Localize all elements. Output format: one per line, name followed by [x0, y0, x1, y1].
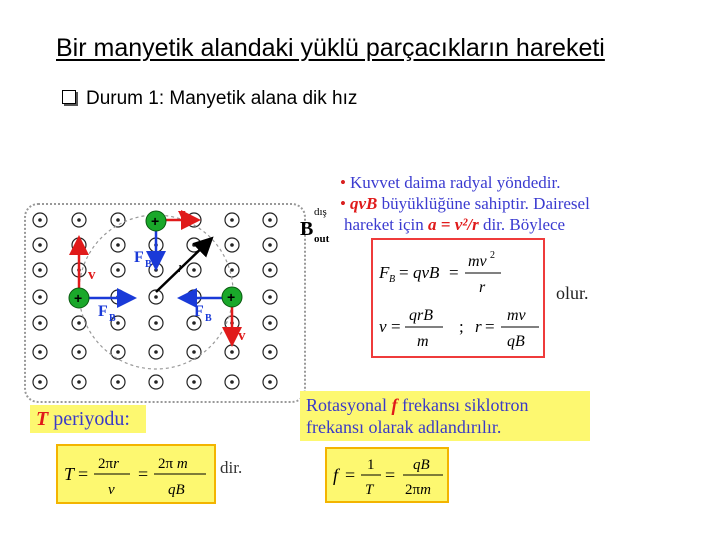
- notes-text: [340, 172, 700, 235]
- svg-text:2πr: 2πr: [98, 456, 119, 472]
- svg-text:qB: qB: [168, 482, 185, 498]
- field-dot-center: [38, 295, 42, 299]
- force-label-left: F: [98, 303, 108, 320]
- svg-text:=: =: [138, 464, 149, 484]
- field-dot-center: [192, 243, 196, 247]
- b-out-superscript: dış: [314, 206, 327, 218]
- frequency-equation: [327, 449, 447, 501]
- field-dot-center: [192, 321, 196, 325]
- field-dot-center: [38, 321, 42, 325]
- field-dot-center: [268, 350, 272, 354]
- field-dot-center: [77, 380, 81, 384]
- velocity-label-left: v: [88, 267, 96, 283]
- velocity-label-bottom: v: [238, 328, 246, 344]
- field-dot-center: [116, 243, 120, 247]
- field-dot-center: [77, 350, 81, 354]
- svg-text:2: 2: [490, 250, 495, 261]
- slide-title: Bir manyetik alandaki yüklü parçacıkların hareketi: [56, 34, 605, 62]
- svg-text:=: =: [345, 465, 356, 485]
- svg-text:m: m: [417, 333, 429, 350]
- field-dot-center: [268, 243, 272, 247]
- force-equations: [373, 240, 543, 356]
- svg-text:B: B: [389, 274, 396, 285]
- field-dot-center: [192, 268, 196, 272]
- charge-sign-top: +: [151, 213, 160, 229]
- force-sub-left: B: [109, 313, 116, 324]
- b-out-subscript: out: [314, 233, 330, 245]
- period-label: T periyodu:: [30, 405, 146, 433]
- charge-sign-left: +: [74, 290, 83, 306]
- svg-text:v: v: [108, 482, 115, 498]
- field-dot-center: [154, 295, 158, 299]
- svg-text:=: =: [449, 263, 459, 282]
- field-dot-center: [192, 350, 196, 354]
- field-dot-center: [154, 321, 158, 325]
- rotational-frequency-note: Rotasyonal f frekansı siklotron frekansı olarak adlandırılır.: [300, 391, 590, 441]
- svg-text:=: =: [78, 464, 89, 484]
- force-sub-top: B: [145, 259, 152, 270]
- velocity-label-top: v: [178, 206, 186, 222]
- svg-text:qvB: qvB: [413, 263, 440, 282]
- field-dot-center: [154, 268, 158, 272]
- force-sub-right: B: [205, 313, 212, 324]
- svg-text:f: f: [333, 465, 339, 485]
- svg-text:qB: qB: [413, 457, 430, 473]
- field-dot-center: [38, 380, 42, 384]
- svg-text:1: 1: [367, 457, 375, 473]
- field-dot-center: [268, 295, 272, 299]
- svg-text:F: F: [379, 263, 390, 282]
- frequency-equation-box: [325, 447, 449, 503]
- svg-text:T: T: [365, 482, 374, 498]
- svg-text:=: =: [399, 263, 409, 282]
- svg-text:2π m: 2π m: [158, 456, 188, 472]
- field-dot-center: [116, 350, 120, 354]
- svg-text:qrB: qrB: [409, 307, 433, 324]
- svg-text:T: T: [64, 464, 75, 484]
- svg-text:2πm: 2πm: [405, 482, 431, 498]
- svg-text:v: v: [379, 317, 387, 336]
- period-equation: [58, 446, 214, 502]
- field-dot-center: [38, 350, 42, 354]
- svg-text:=: =: [485, 317, 495, 336]
- field-dot-center: [192, 380, 196, 384]
- field-dot-center: [116, 380, 120, 384]
- field-dot-center: [268, 268, 272, 272]
- field-dot-center: [154, 380, 158, 384]
- period-equation-box: [56, 444, 216, 504]
- field-dot-center: [38, 243, 42, 247]
- field-dot-center: [116, 321, 120, 325]
- charge-sign-right: +: [227, 289, 236, 305]
- field-dot-center: [154, 350, 158, 354]
- field-dot-center: [38, 268, 42, 272]
- svg-text:=: =: [385, 465, 396, 485]
- svg-text:r: r: [479, 279, 486, 296]
- svg-text:=: =: [391, 317, 401, 336]
- note-line-3: hareket için a = v²/r dir. Böylece: [344, 215, 566, 234]
- olur-text: olur.: [556, 283, 589, 303]
- field-dot-center: [77, 321, 81, 325]
- field-dot-center: [38, 218, 42, 222]
- field-dot-center: [230, 218, 234, 222]
- force-label-top: F: [134, 249, 144, 266]
- field-dot-center: [116, 268, 120, 272]
- radius-label: r: [178, 260, 184, 276]
- note-line-2: • qvB büyüklüğüne sahiptir. Dairesel: [340, 194, 590, 213]
- svg-text:;: ;: [459, 317, 464, 336]
- field-dot-center: [230, 243, 234, 247]
- field-dot-center: [268, 321, 272, 325]
- field-dot-center: [268, 380, 272, 384]
- note-line-1: • Kuvvet daima radyal yöndedir.: [340, 173, 561, 192]
- svg-text:qB: qB: [507, 333, 525, 350]
- field-dot-center: [230, 350, 234, 354]
- force-label-right: F: [194, 303, 204, 320]
- field-dot-center: [230, 380, 234, 384]
- b-out-label: B dış out: [300, 206, 330, 245]
- svg-text:mv: mv: [507, 307, 526, 324]
- field-dot-center: [268, 218, 272, 222]
- svg-text:r: r: [475, 317, 482, 336]
- force-equations-box: [371, 238, 545, 358]
- field-dot-center: [116, 218, 120, 222]
- dir-text: dir.: [220, 458, 243, 477]
- bullet-text: Durum 1: Manyetik alana dik hız: [86, 88, 358, 109]
- field-dot-center: [77, 218, 81, 222]
- svg-text:mv: mv: [468, 253, 487, 270]
